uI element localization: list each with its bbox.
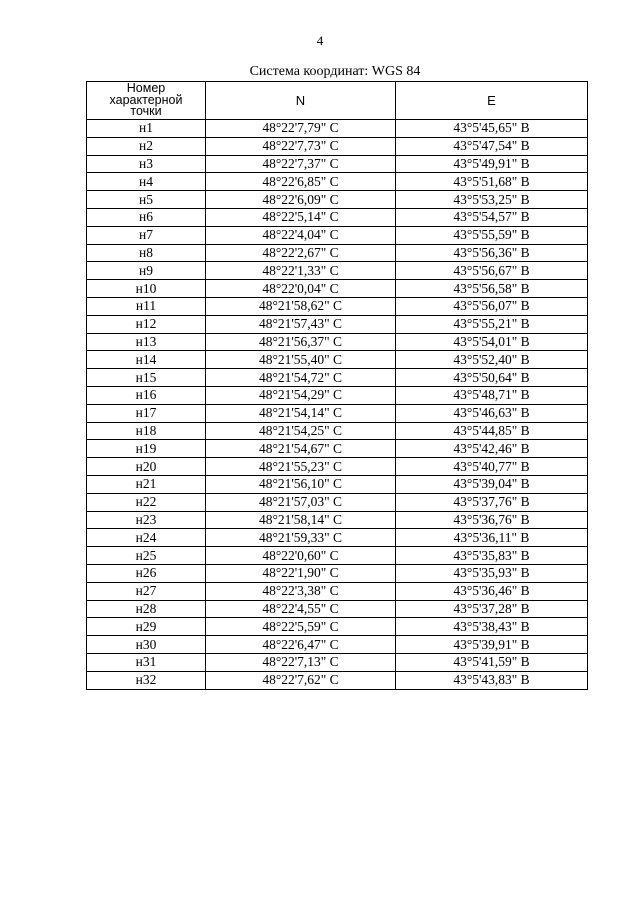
table-row <box>87 208 588 226</box>
longitude-cell: 43°5'56,67" В <box>396 262 588 280</box>
point-id-cell: н21 <box>87 475 206 493</box>
point-id-cell: н5 <box>87 191 206 209</box>
point-id-cell: н7 <box>87 226 206 244</box>
point-id-cell: н2 <box>87 137 206 155</box>
longitude-cell: 43°5'36,46" В <box>396 582 588 600</box>
latitude-cell: 48°22'7,73" С <box>206 137 396 155</box>
table-header <box>87 82 588 120</box>
table-row <box>87 582 588 600</box>
longitude-cell: 43°5'50,64" В <box>396 369 588 387</box>
longitude-cell: 43°5'39,91" В <box>396 636 588 654</box>
table-row <box>87 191 588 209</box>
latitude-cell: 48°21'59,33" С <box>206 529 396 547</box>
longitude-cell: 43°5'46,63" В <box>396 404 588 422</box>
latitude-cell: 48°22'6,09" С <box>206 191 396 209</box>
point-id-cell: н28 <box>87 600 206 618</box>
table-row <box>87 422 588 440</box>
longitude-cell: 43°5'55,21" В <box>396 315 588 333</box>
latitude-cell: 48°22'7,62" С <box>206 671 396 689</box>
table-row <box>87 511 588 529</box>
header-longitude: E <box>396 82 588 120</box>
latitude-cell: 48°21'56,37" С <box>206 333 396 351</box>
point-id-cell: н18 <box>87 422 206 440</box>
latitude-cell: 48°22'2,67" С <box>206 244 396 262</box>
point-id-cell: н26 <box>87 564 206 582</box>
header-point-line-3: точки <box>130 104 162 119</box>
header-point-number <box>87 82 206 120</box>
longitude-cell: 43°5'56,07" В <box>396 297 588 315</box>
table-row <box>87 458 588 476</box>
longitude-cell: 43°5'39,04" В <box>396 475 588 493</box>
latitude-cell: 48°22'7,79" С <box>206 120 396 138</box>
point-id-cell: н17 <box>87 404 206 422</box>
latitude-cell: 48°22'7,37" С <box>206 155 396 173</box>
point-id-cell: н8 <box>87 244 206 262</box>
latitude-cell: 48°21'56,10" С <box>206 475 396 493</box>
table-row <box>87 280 588 298</box>
longitude-cell: 43°5'49,91" В <box>396 155 588 173</box>
point-id-cell: н13 <box>87 333 206 351</box>
table-row <box>87 653 588 671</box>
page-number: 4 <box>316 33 324 48</box>
point-id-cell: н19 <box>87 440 206 458</box>
header-point-line-2: характерной <box>109 92 183 107</box>
table-row <box>87 155 588 173</box>
longitude-cell: 43°5'56,58" В <box>396 280 588 298</box>
point-id-cell: н12 <box>87 315 206 333</box>
latitude-cell: 48°22'4,55" С <box>206 600 396 618</box>
point-id-cell: н14 <box>87 351 206 369</box>
longitude-cell: 43°5'36,76" В <box>396 511 588 529</box>
point-id-cell: н3 <box>87 155 206 173</box>
longitude-cell: 43°5'48,71" В <box>396 386 588 404</box>
point-id-cell: н9 <box>87 262 206 280</box>
point-id-cell: н1 <box>87 120 206 138</box>
latitude-cell: 48°22'4,04" С <box>206 226 396 244</box>
table-row <box>87 386 588 404</box>
longitude-cell: 43°5'37,76" В <box>396 493 588 511</box>
latitude-cell: 48°21'54,72" С <box>206 369 396 387</box>
table-row <box>87 440 588 458</box>
latitude-cell: 48°22'1,90" С <box>206 564 396 582</box>
point-id-cell: н31 <box>87 653 206 671</box>
longitude-cell: 43°5'51,68" В <box>396 173 588 191</box>
latitude-cell: 48°21'58,14" С <box>206 511 396 529</box>
table-row <box>87 529 588 547</box>
latitude-cell: 48°22'6,47" С <box>206 636 396 654</box>
header-row <box>87 82 588 120</box>
longitude-cell: 43°5'53,25" В <box>396 191 588 209</box>
point-id-cell: н27 <box>87 582 206 600</box>
latitude-cell: 48°22'5,14" С <box>206 208 396 226</box>
longitude-cell: 43°5'36,11" В <box>396 529 588 547</box>
latitude-cell: 48°22'1,33" С <box>206 262 396 280</box>
table-row <box>87 636 588 654</box>
longitude-cell: 43°5'38,43" В <box>396 618 588 636</box>
longitude-cell: 43°5'40,77" В <box>396 458 588 476</box>
table-row <box>87 173 588 191</box>
latitude-cell: 48°22'0,04" С <box>206 280 396 298</box>
header-latitude: N <box>206 82 396 120</box>
table-row <box>87 671 588 689</box>
longitude-cell: 43°5'44,85" В <box>396 422 588 440</box>
point-id-cell: н32 <box>87 671 206 689</box>
table-row <box>87 618 588 636</box>
point-id-cell: н23 <box>87 511 206 529</box>
latitude-cell: 48°22'6,85" С <box>206 173 396 191</box>
point-id-cell: н29 <box>87 618 206 636</box>
point-id-cell: н10 <box>87 280 206 298</box>
point-id-cell: н20 <box>87 458 206 476</box>
table-row <box>87 475 588 493</box>
table-row <box>87 120 588 138</box>
latitude-cell: 48°22'5,59" С <box>206 618 396 636</box>
table-row <box>87 297 588 315</box>
latitude-cell: 48°21'57,43" С <box>206 315 396 333</box>
table-row <box>87 493 588 511</box>
point-id-cell: н16 <box>87 386 206 404</box>
coordinates-table <box>86 81 588 690</box>
table-row <box>87 315 588 333</box>
point-id-cell: н25 <box>87 547 206 565</box>
table-row <box>87 351 588 369</box>
longitude-cell: 43°5'35,93" В <box>396 564 588 582</box>
longitude-cell: 43°5'55,59" В <box>396 226 588 244</box>
table-row <box>87 262 588 280</box>
longitude-cell: 43°5'47,54" В <box>396 137 588 155</box>
table-row <box>87 404 588 422</box>
latitude-cell: 48°21'54,67" С <box>206 440 396 458</box>
longitude-cell: 43°5'43,83" В <box>396 671 588 689</box>
latitude-cell: 48°21'54,14" С <box>206 404 396 422</box>
point-id-cell: н15 <box>87 369 206 387</box>
point-id-cell: н4 <box>87 173 206 191</box>
longitude-cell: 43°5'41,59" В <box>396 653 588 671</box>
point-id-cell: н24 <box>87 529 206 547</box>
longitude-cell: 43°5'35,83" В <box>396 547 588 565</box>
latitude-cell: 48°21'57,03" С <box>206 493 396 511</box>
table-row <box>87 244 588 262</box>
point-id-cell: н22 <box>87 493 206 511</box>
latitude-cell: 48°22'0,60" С <box>206 547 396 565</box>
longitude-cell: 43°5'37,28" В <box>396 600 588 618</box>
latitude-cell: 48°22'7,13" С <box>206 653 396 671</box>
table-row <box>87 369 588 387</box>
longitude-cell: 43°5'52,40" В <box>396 351 588 369</box>
table-row <box>87 564 588 582</box>
table-row <box>87 226 588 244</box>
latitude-cell: 48°21'55,23" С <box>206 458 396 476</box>
table-row <box>87 547 588 565</box>
point-id-cell: н11 <box>87 297 206 315</box>
table-row <box>87 600 588 618</box>
point-id-cell: н6 <box>87 208 206 226</box>
point-id-cell: н30 <box>87 636 206 654</box>
longitude-cell: 43°5'54,57" В <box>396 208 588 226</box>
table-row <box>87 137 588 155</box>
latitude-cell: 48°21'55,40" С <box>206 351 396 369</box>
table-row <box>87 333 588 351</box>
longitude-cell: 43°5'56,36" В <box>396 244 588 262</box>
latitude-cell: 48°21'54,29" С <box>206 386 396 404</box>
longitude-cell: 43°5'45,65" В <box>396 120 588 138</box>
longitude-cell: 43°5'42,46" В <box>396 440 588 458</box>
latitude-cell: 48°22'3,38" С <box>206 582 396 600</box>
longitude-cell: 43°5'54,01" В <box>396 333 588 351</box>
latitude-cell: 48°21'54,25" С <box>206 422 396 440</box>
table-body <box>87 120 588 690</box>
latitude-cell: 48°21'58,62" С <box>206 297 396 315</box>
header-point-line-1: Номер <box>126 81 166 96</box>
coordinate-system-caption: Система координат: WGS 84 <box>249 64 421 79</box>
